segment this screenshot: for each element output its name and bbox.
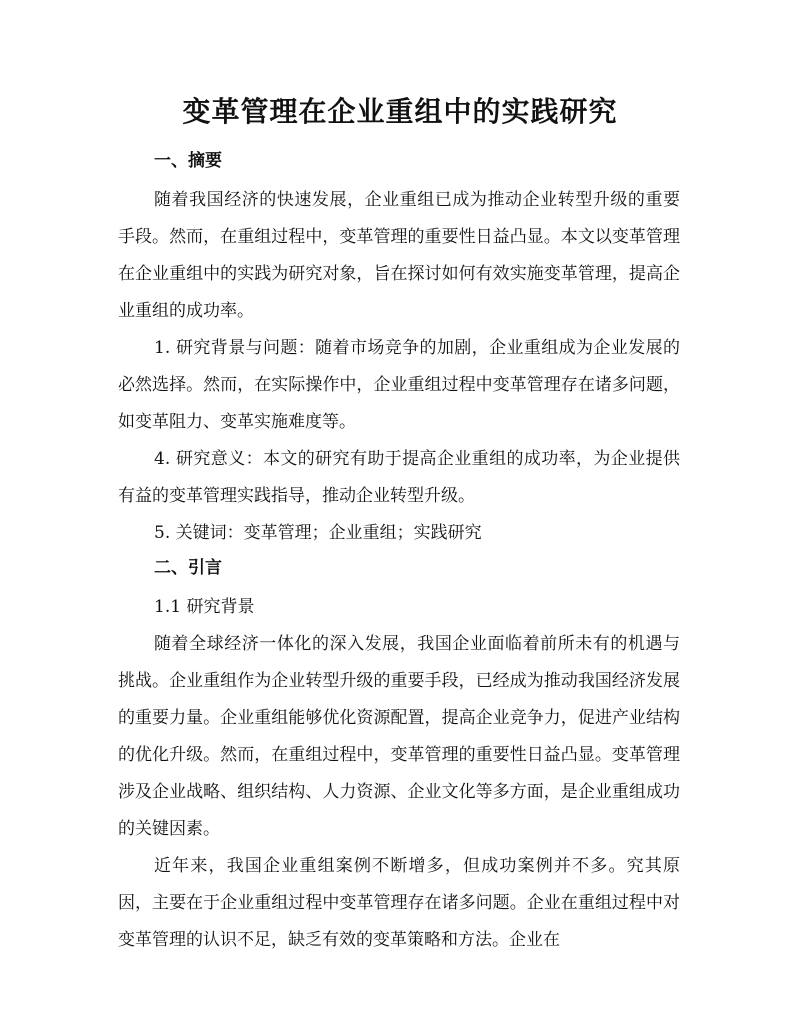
intro-paragraph-2: 近年来，我国企业重组案例不断增多，但成功案例并不多。究其原因，主要在于企业重组过程中变革管理存在诸多问题。企业在重组过程中对变革管理的认识不足，缺乏有效的变革策略和方法。企业在 bbox=[118, 856, 680, 950]
document-title: 变革管理在企业重组中的实践研究 bbox=[182, 95, 618, 128]
document-body bbox=[118, 148, 680, 959]
subsection-1-1-heading: 1.1 研究背景 bbox=[154, 597, 255, 617]
abstract-item-4: 4. 研究意义：本文的研究有助于提高企业重组的成功率，为企业提供有益的变革管理实践指导，推动企业转型升级。 bbox=[118, 449, 680, 506]
intro-paragraph-1: 随着全球经济一体化的深入发展，我国企业面临着前所未有的机遇与挑战。企业重组作为企业转型升级的重要手段，已经成为推动我国经济发展的重要力量。企业重组能够优化资源配置，提高企业竞争力，促进产业结构的优化升级。然而，在重组过程中，变革管理的重要性日益凸显。变革管理涉及企业战略、组织结构、人力资源、企业文化等多方面，是企业重组成功的关键因素。 bbox=[118, 634, 680, 839]
abstract-item-1: 1. 研究背景与问题：随着市场竞争的加剧，企业重组成为企业发展的必然选择。然而，在实际操作中，企业重组过程中变革管理存在诸多问题，如变革阻力、变革实施难度等。 bbox=[118, 338, 680, 432]
abstract-heading: 一、摘要 bbox=[154, 151, 222, 171]
abstract-paragraph: 随着我国经济的快速发展，企业重组已成为推动企业转型升级的重要手段。然而，在重组过程中，变革管理的重要性日益凸显。本文以变革管理在企业重组中的实践为研究对象，旨在探讨如何有效实施变革管理，提高企业重组的成功率。 bbox=[118, 190, 680, 321]
abstract-item-5: 5. 关键词：变革管理；企业重组；实践研究 bbox=[154, 523, 482, 543]
intro-heading: 二、引言 bbox=[154, 558, 222, 578]
